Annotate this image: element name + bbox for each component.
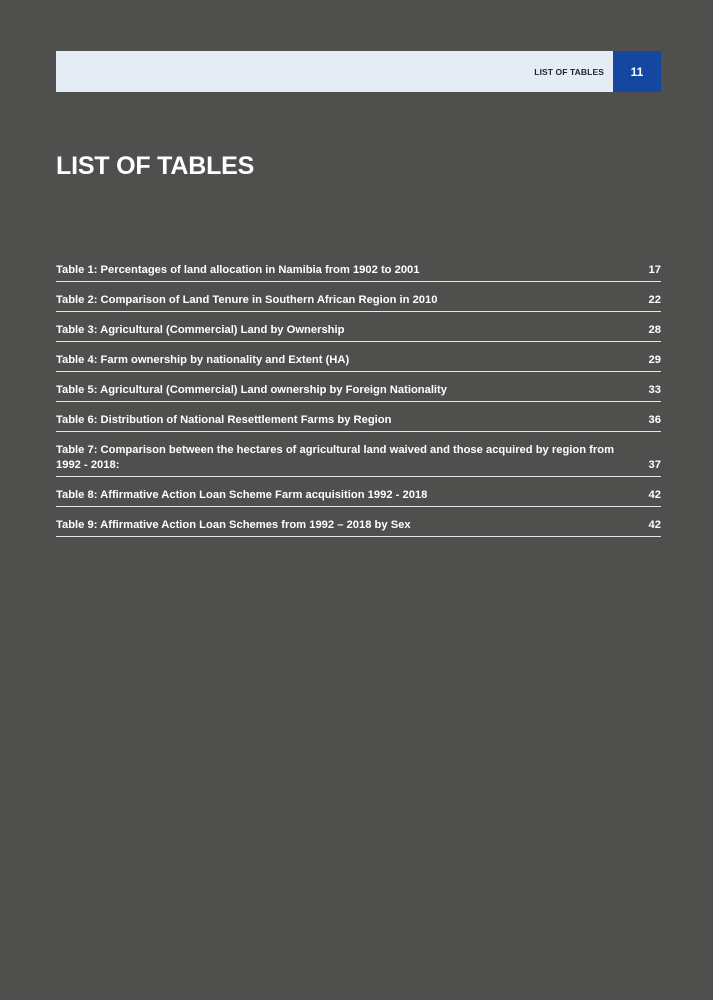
section-label: LIST OF TABLES	[534, 67, 604, 77]
page-title: LIST OF TABLES	[56, 152, 255, 180]
toc-entry[interactable]	[56, 351, 661, 372]
toc-entry-label: Table 6: Distribution of National Resettlement Farms by Region	[56, 414, 392, 426]
toc-entry-label: Table 9: Affirmative Action Loan Schemes from 1992 – 2018 by Sex	[56, 519, 411, 531]
toc-entry[interactable]	[56, 411, 661, 432]
toc-entry-page: 28	[648, 324, 661, 336]
toc-entry-page: 33	[648, 384, 661, 396]
toc-entry-label: Table 4: Farm ownership by nationality and Extent (HA)	[56, 354, 350, 366]
toc-entry-page: 17	[648, 264, 661, 276]
table-of-contents	[56, 261, 661, 546]
toc-entry-page: 36	[648, 414, 661, 426]
page-number: 11	[613, 51, 661, 92]
toc-entry-label: Table 3: Agricultural (Commercial) Land by Ownership	[56, 324, 345, 336]
running-header	[56, 51, 613, 92]
toc-entry[interactable]	[56, 321, 661, 342]
toc-entry[interactable]	[56, 441, 661, 477]
toc-entry-page: 22	[648, 294, 661, 306]
toc-entry-label: Table 1: Percentages of land allocation in Namibia from 1902 to 2001	[56, 264, 420, 276]
toc-entry[interactable]	[56, 486, 661, 507]
toc-entry[interactable]	[56, 291, 661, 312]
toc-entry-label: Table 5: Agricultural (Commercial) Land ownership by Foreign Nationality	[56, 384, 447, 396]
toc-entry-label: Table 8: Affirmative Action Loan Scheme Farm acquisition 1992 - 2018	[56, 489, 428, 501]
toc-entry-page: 29	[648, 354, 661, 366]
toc-entry[interactable]	[56, 261, 661, 282]
toc-entry[interactable]	[56, 516, 661, 537]
toc-entry-page: 42	[648, 519, 661, 531]
toc-entry-page: 37	[648, 459, 661, 471]
toc-entry-label: Table 2: Comparison of Land Tenure in Southern African Region in 2010	[56, 294, 438, 306]
toc-entry[interactable]	[56, 381, 661, 402]
toc-entry-label: Table 7: Comparison between the hectares of agricultural land waived and those acquired by region from 1992 - 2018:	[56, 444, 615, 471]
toc-entry-page: 42	[648, 489, 661, 501]
